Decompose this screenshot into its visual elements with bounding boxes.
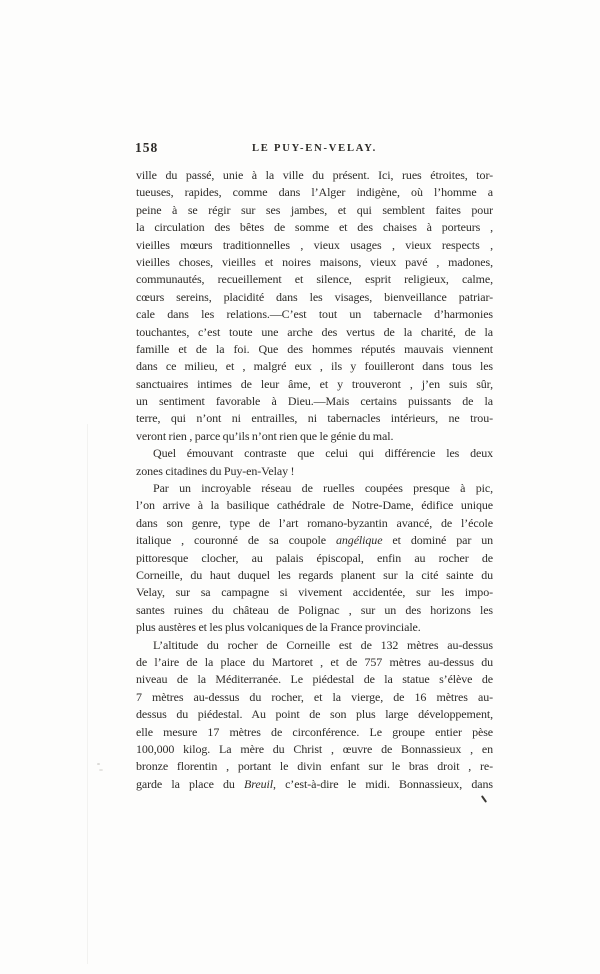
text-segment: dans ce milieu, et , malgré eux , ils y fouilleront dans tous les <box>136 359 493 374</box>
paragraph <box>136 167 493 445</box>
text-segment: niveau de la Méditerranée. Le piédestal de la statue s’élève de <box>136 672 493 687</box>
text-line <box>136 463 493 480</box>
scan-speck <box>97 763 100 765</box>
text-segment: terre, qui n’ont ni entrailles, ni tabernacles intérieurs, ne trou- <box>136 411 493 426</box>
text-segment: un sentiment favorable à Dieu.—Mais certains puissants de la <box>136 394 493 409</box>
text-segment: touchantes, c’est toute une arche des vertus de la charité, de la <box>136 324 493 339</box>
text-segment: cale dans les relations.—C’est tout un tabernacle d’harmonies <box>136 307 493 322</box>
text-segment: Quel émouvant contraste que celui qui différencie les deux <box>153 446 493 461</box>
text-line <box>136 254 493 271</box>
text-segment: vieilles choses, vieilles et noires maisons, vieux pavé , madones, <box>136 254 493 269</box>
paragraph <box>136 480 493 637</box>
text-segment: , c’est-à-dire le midi. Bonnassieux, dans <box>272 776 493 791</box>
text-line <box>136 376 493 393</box>
text-line <box>136 167 493 184</box>
text-line <box>136 741 493 758</box>
text-line <box>136 671 493 688</box>
text-segment: cœurs sereins, placidité dans les visages, bienveillance patriar- <box>136 289 493 304</box>
text-segment: garde la place du <box>136 776 245 791</box>
text-line <box>136 567 493 584</box>
text-segment: plus austères et les plus volcaniques de la France provinciale. <box>136 620 421 635</box>
text-line <box>136 532 493 549</box>
text-line <box>136 724 493 741</box>
scan-speck <box>99 769 103 771</box>
text-line <box>136 497 493 514</box>
text-line <box>136 758 493 775</box>
text-line <box>136 480 493 497</box>
text-line <box>136 393 493 410</box>
text-segment: elle mesure 17 mètres de circonférence. Le groupe entier pèse <box>136 724 493 739</box>
text-line <box>136 341 493 358</box>
text-line <box>136 289 493 306</box>
text-segment: zones citadines du Puy-en-Velay ! <box>136 463 295 478</box>
text-line <box>136 184 493 201</box>
running-title: LE PUY-EN-VELAY. <box>251 143 378 154</box>
text-segment: italique , couronné de sa coupole <box>136 533 336 548</box>
text-line <box>136 306 493 323</box>
text-line <box>136 358 493 375</box>
text-segment: bronze florentin , portant le divin enfant sur le bras droit , re- <box>136 759 493 774</box>
text-segment: 100,000 kilog. La mère du Christ , œuvre de Bonnassieux , en <box>136 741 493 756</box>
text-segment: 7 mètres au-dessus du rocher, et la vierge, de 16 mètres au- <box>136 689 493 704</box>
text-segment: dessus du piédestal. Au point de son plus large développement, <box>136 707 493 722</box>
text-line <box>136 637 493 654</box>
text-segment: et dominé par un <box>382 533 493 548</box>
text-segment: communautés, recueillement et silence, esprit religieux, calme, <box>136 272 493 287</box>
text-line <box>136 445 493 462</box>
text-segment: Velay, sur sa campagne si vivement accidentée, sur les impo- <box>136 585 493 600</box>
ink-mark <box>481 795 487 803</box>
text-line <box>136 219 493 236</box>
text-segment: peine à se régir sur ses jambes, et qui semblent faites pour <box>136 202 493 217</box>
text-line <box>136 237 493 254</box>
text-line <box>136 619 493 636</box>
text-line <box>136 202 493 219</box>
text-segment: vieilles mœurs traditionnelles , vieux usages , vieux respects , <box>136 237 493 252</box>
text-segment: pittoresque clocher, au palais épiscopal, enfin au rocher de <box>136 550 493 565</box>
text-line <box>136 550 493 567</box>
text-line <box>136 654 493 671</box>
text-line <box>136 515 493 532</box>
text-segment: l’on arrive à la basilique cathédrale de Notre-Dame, édifice unique <box>136 498 493 513</box>
text-segment: tueuses, rapides, comme dans l’Alger indigène, où l’homme a <box>136 185 493 200</box>
text-line <box>136 706 493 723</box>
text-block <box>136 167 493 793</box>
text-line <box>136 410 493 427</box>
text-line <box>136 584 493 601</box>
text-segment: Par un incroyable réseau de ruelles coupées presque à pic, <box>153 481 493 496</box>
text-segment: sanctuaires intimes de leur âme, et y trouveront , j’en suis sûr, <box>136 376 493 391</box>
text-line <box>136 324 493 341</box>
text-segment: la circulation des bêtes de somme et des chaises à porteurs , <box>136 220 493 235</box>
page-number: 158 <box>135 140 159 155</box>
text-line <box>136 271 493 288</box>
text-line <box>136 602 493 619</box>
text-segment: ville du passé, unie à la ville du présent. Ici, rues étroites, tor- <box>136 168 493 182</box>
text-segment: famille et de la foi. Que des hommes réputés mauvais viennent <box>136 341 493 356</box>
scan-artifact-line <box>87 424 88 964</box>
text-segment: L’altitude du rocher de Corneille est de 132 mètres au-dessus <box>153 637 493 652</box>
text-segment: dans son genre, type de l’art romano-byzantin avancé, de l’école <box>136 515 493 530</box>
text-line <box>136 776 493 793</box>
text-segment: veront rien , parce qu’ils n’ont rien que le génie du mal. <box>136 428 394 443</box>
text-line <box>136 689 493 706</box>
text-segment: Corneille, du haut duquel les regards planent sur la cité sainte du <box>136 567 493 582</box>
italic-text-segment: angélique <box>336 533 383 548</box>
text-segment: santes ruines du château de Polignac , sur un des horizons les <box>136 602 493 617</box>
text-segment: de l’aire de la place du Martoret , et de 757 mètres au-dessus du <box>136 654 493 669</box>
paragraph <box>136 637 493 794</box>
italic-text-segment: Breuil <box>244 776 273 791</box>
paragraph <box>136 445 493 480</box>
text-line <box>136 428 493 445</box>
